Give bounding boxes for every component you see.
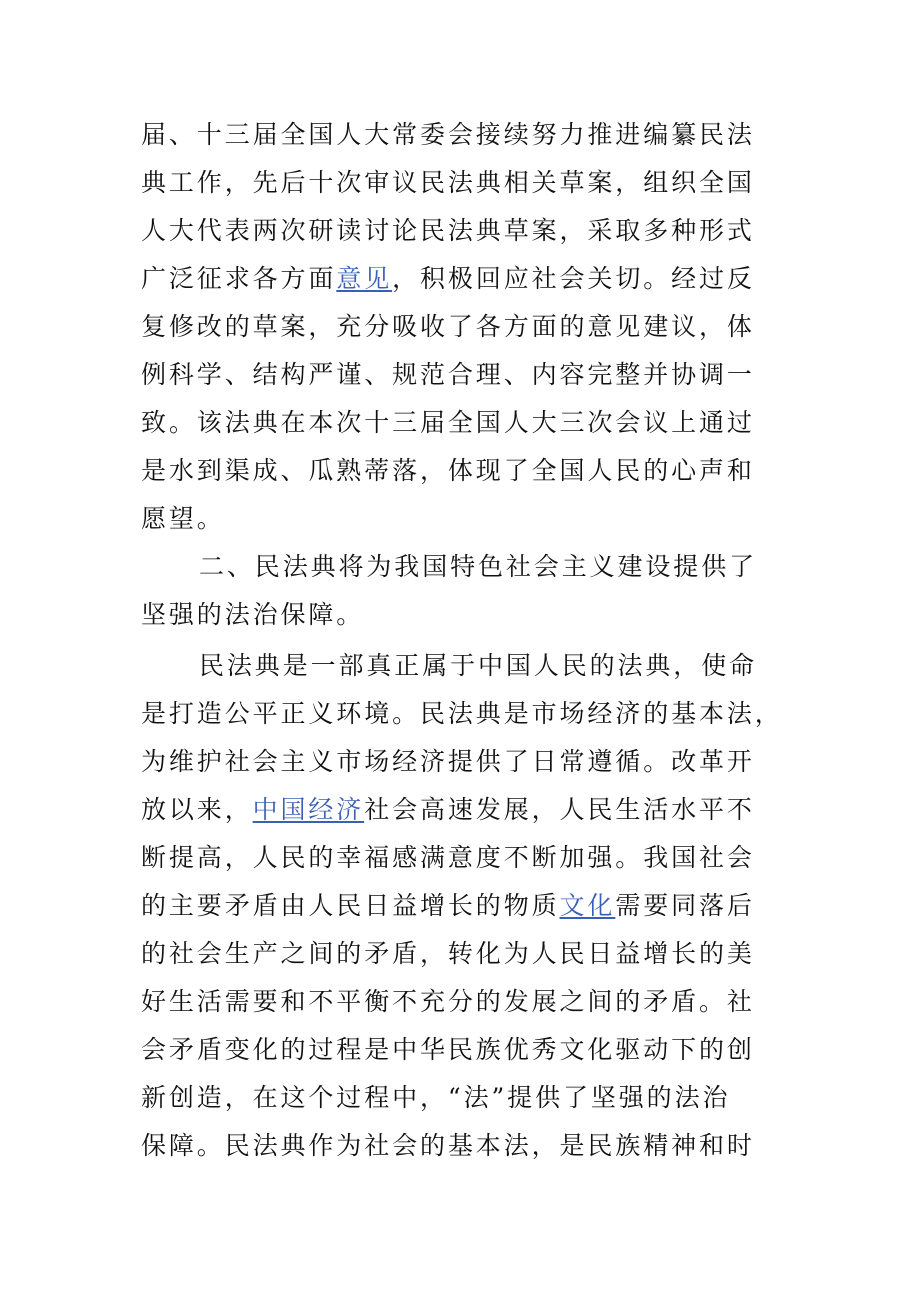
paragraph-1-line-6: 例科学、结构严谨、规范合理、内容完整并协调一 <box>141 360 755 389</box>
paragraph-3-line-3: 为维护社会主义市场经济提供了日常遵循。改革开 <box>141 747 755 776</box>
section-heading-line-2: 坚强的法治保障。 <box>141 600 365 629</box>
link-wenhua[interactable]: 文化 <box>559 891 616 920</box>
paragraph-3-line-9: 会矛盾变化的过程是中华民族优秀文化驱动下的创 <box>141 1035 755 1064</box>
section-heading-line-1: 二、民法典将为我国特色社会主义建设提供了 <box>199 552 758 581</box>
text-segment: ，积极回应社会关切。经过反 <box>392 264 755 293</box>
paragraph-1-line-1: 届、十三届全国人大常委会接续努力推进编纂民法 <box>141 120 755 149</box>
paragraph-1-line-5: 复修改的草案，充分吸收了各方面的意见建议，体 <box>141 312 755 341</box>
paragraph-1-line-3: 人大代表两次研读讨论民法典草案，采取多种形式 <box>141 216 755 245</box>
text-segment: 广泛征求各方面 <box>141 264 337 293</box>
paragraph-3-line-11: 保障。民法典作为社会的基本法，是民族精神和时 <box>141 1131 755 1160</box>
paragraph-1-line-9: 愿望。 <box>141 504 225 533</box>
text-segment: 需要同落后 <box>615 891 755 920</box>
paragraph-3-line-10: 新创造，在这个过程中，“法”提供了坚强的法治 <box>141 1083 731 1112</box>
paragraph-1-line-7: 致。该法典在本次十三届全国人大三次会议上通过 <box>141 408 755 437</box>
text-segment: 社会高速发展，人民生活水平不 <box>364 795 755 824</box>
paragraph-3-line-7: 的社会生产之间的矛盾，转化为人民日益增长的美 <box>141 939 755 968</box>
text-segment: 放以来， <box>141 795 253 824</box>
paragraph-3-line-6 <box>141 891 755 921</box>
paragraph-3-line-8: 好生活需要和不平衡不充分的发展之间的矛盾。社 <box>141 987 755 1016</box>
paragraph-3-line-2: 是打造公平正义环境。民法典是市场经济的基本法， <box>141 699 783 728</box>
paragraph-3-line-4 <box>141 795 755 825</box>
link-zhongguo-jingji[interactable]: 中国经济 <box>252 795 365 824</box>
paragraph-1-line-2: 典工作，先后十次审议民法典相关草案，组织全国 <box>141 168 755 197</box>
paragraph-3-line-5: 断提高，人民的幸福感满意度不断加强。我国社会 <box>141 843 755 872</box>
paragraph-3-line-1: 民法典是一部真正属于中国人民的法典，使命 <box>199 651 758 680</box>
text-segment: 的主要矛盾由人民日益增长的物质 <box>141 891 560 920</box>
paragraph-1-line-4 <box>141 264 755 294</box>
paragraph-1-line-8: 是水到渠成、瓜熟蒂落，体现了全国人民的心声和 <box>141 456 755 485</box>
link-yijian[interactable]: 意见 <box>336 264 393 293</box>
